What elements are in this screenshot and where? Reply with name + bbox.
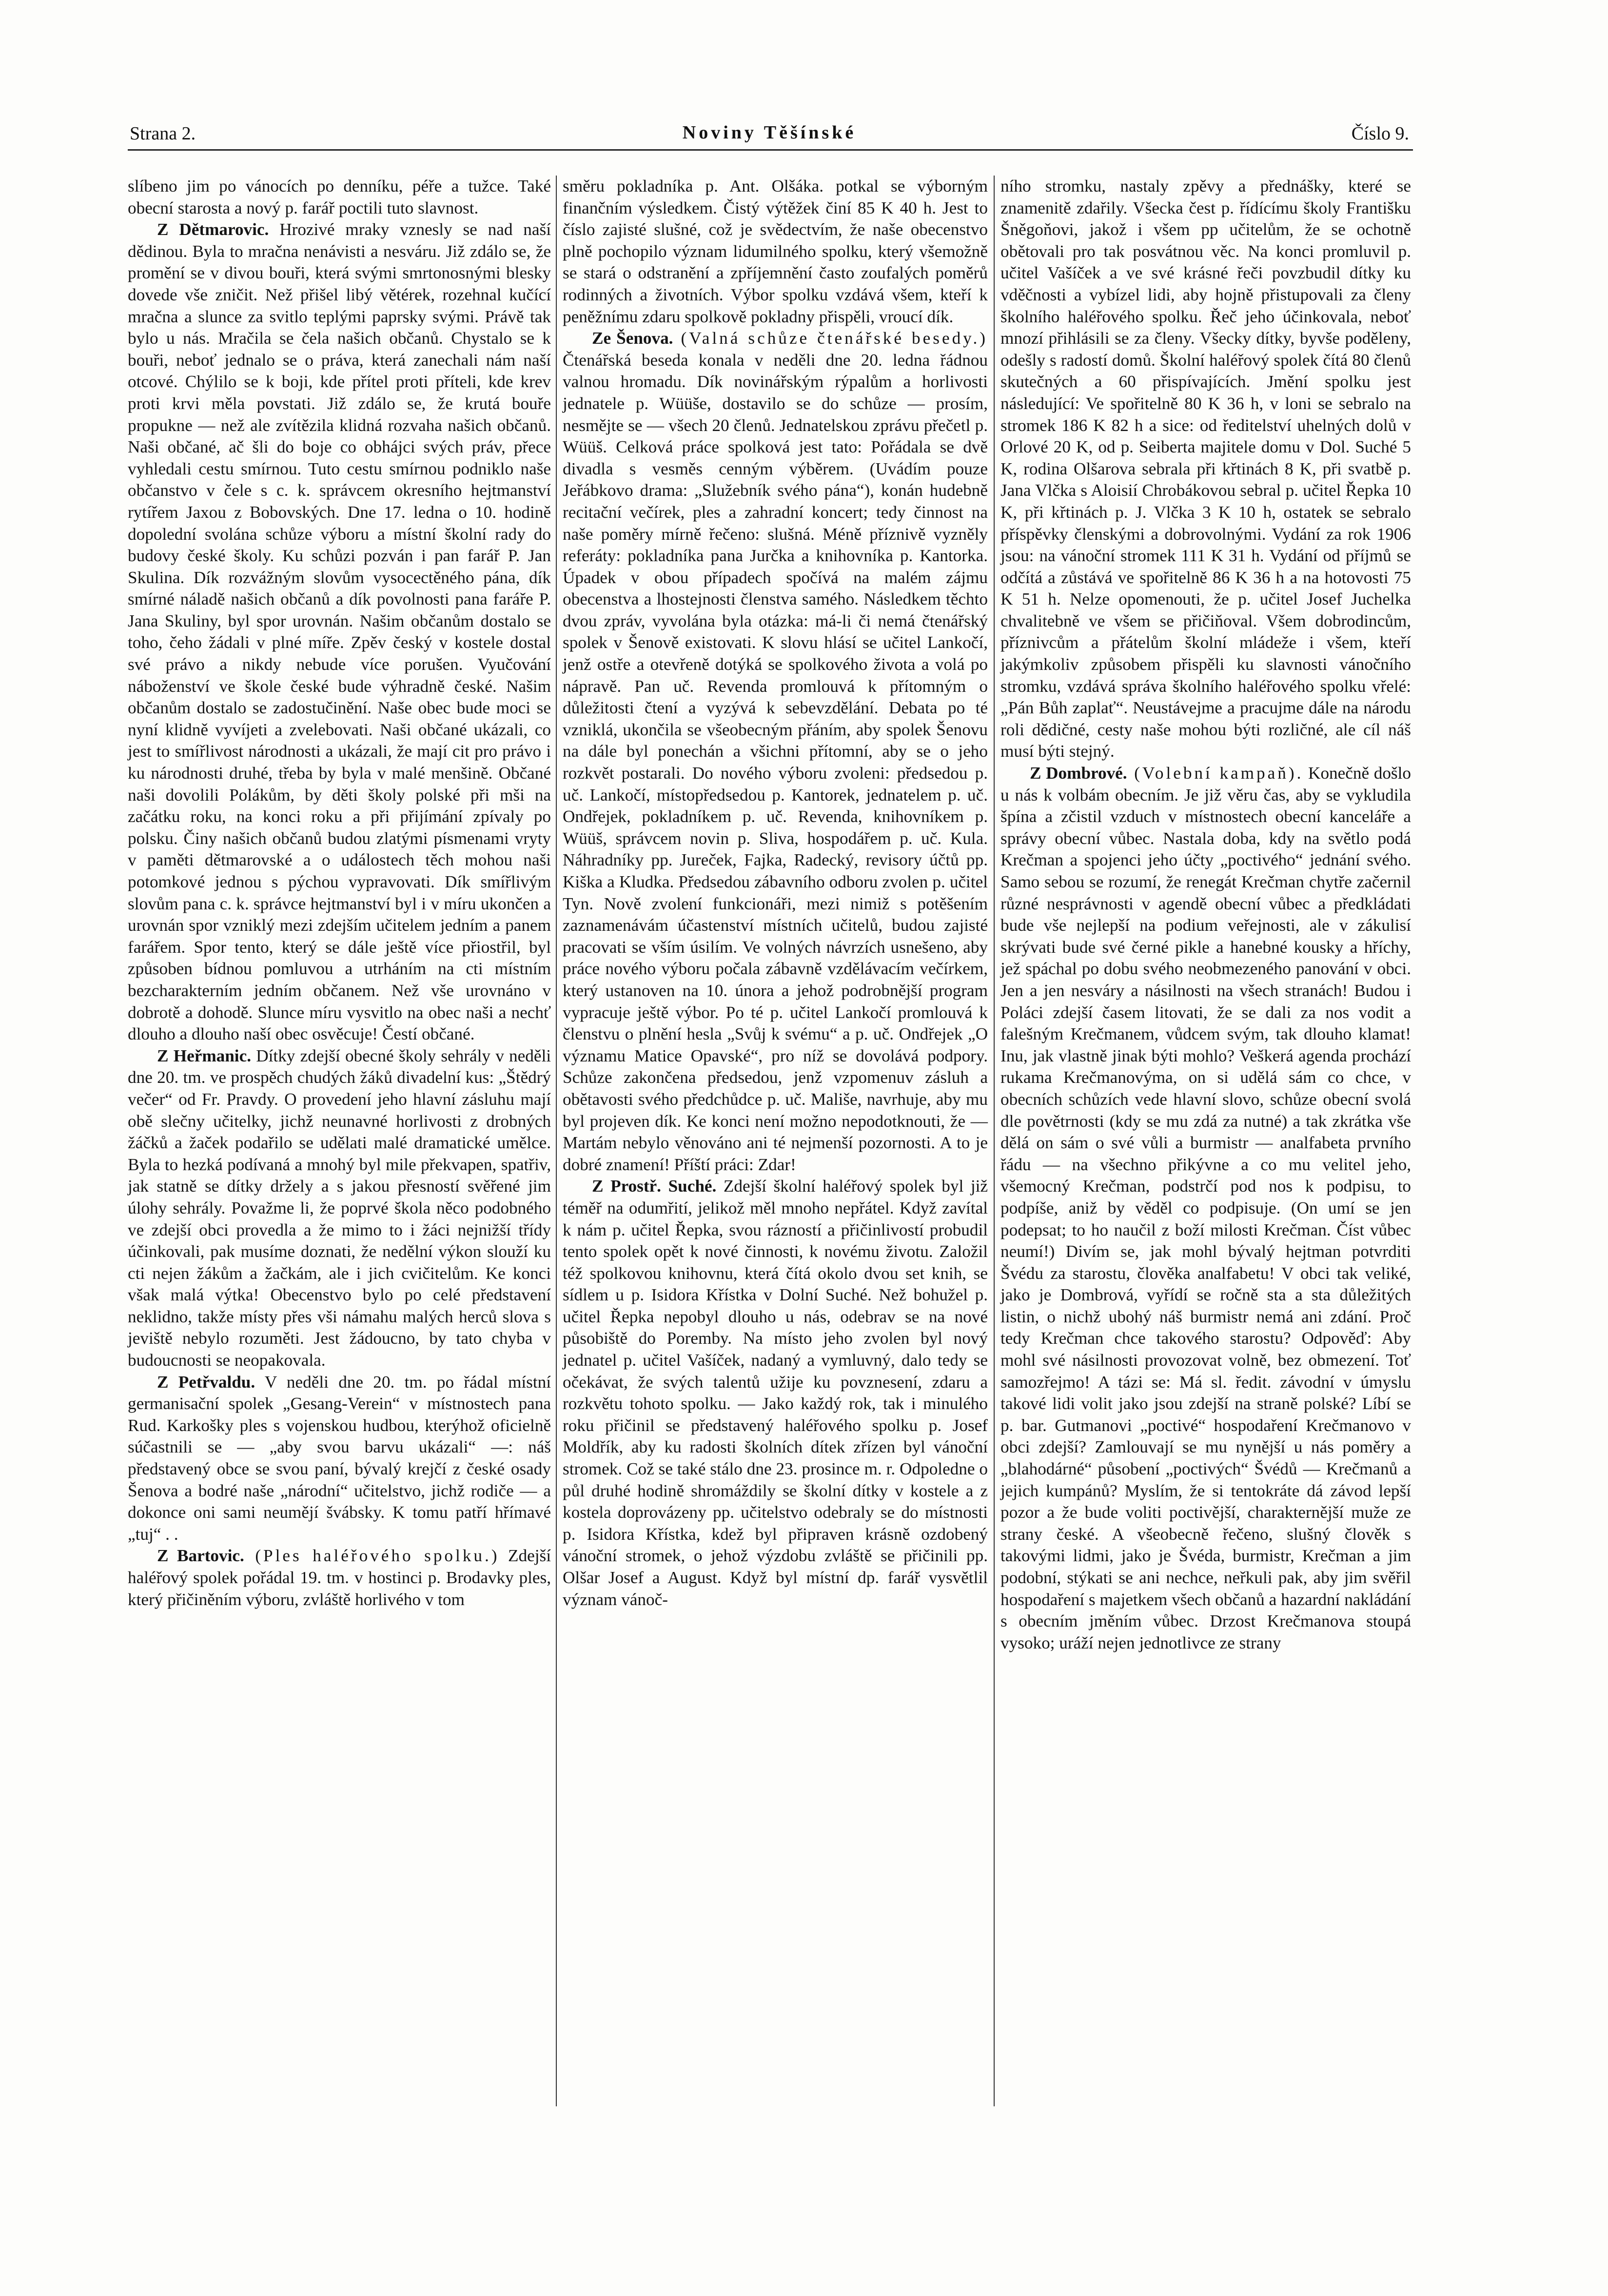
paragraph-text: ního stromku, nastaly zpěvy a přednášky, které se znamenitě zdařily. Všecka čest p. řídícímu školy Františku Šněgoňovi, jakož i všem pp učitelům, že se ochotně obětovali pro tak posvátnou věc. Na konci promluvil p. učitel Vašíček a ve své krásné řeči povzbudil dítky ku vděčnosti a vybízel lidi, aby hojně přistupovali za členy školního haléřového spolku. Řeč jeho účinkovala, neboť mnozí přihlásili se za členy. Všecky dítky, byvše poděleny, odešly s radostí domů. Školní haléřový spolek čítá 80 členů skutečných a 60 přispívajících. Jmění spolku jest následující: Ve spořitelně 80 K 36 h, v loni se sebralo na stromek 186 K 82 h a sice: od ředitelství uhelných dolů v Orlové 20 K, od p. Seiberta majitele domu v Dol. Suché 5 K, rodina Olšarova sebrala při křtinách 8 K, při svatbě p. Jana Vlčka s Aloisií Chrobákovou sebral p. učitel Řepka 10 K, při křtinách p. J. Vlčka 3 K 10 h, ostatek se sebralo příspěvky členskými a dobrovolnými. Vydání za rok 1906 jsou: na vánoční stromek 111 K 31 h. Vydání od příjmů se odčítá a zůstává ve spořitelně 86 K 36 h a na hotovosti 75 K 51 h. Nelze opomenouti, že p. učitel Josef Juchelka chvalitebně ve všem se přičiňoval. Všem dobrodincům, příznivcům a přátelům školní mládeže i všem, kteří jakýmkoliv způsobem přispěli ku slavnosti vánočního stromku, vzdává správa školního haléřového spolku vřelé: „Pán Bůh zaplať“. Neustávejme a pracujme dále na národu roli dědičné, cesty naše mohou býti rozličné, ale cíl náš musí býti stejný. [1000,177,1411,761]
news-item [128,1045,551,1372]
news-item-subtitle: (Valná schůze čtenářské besedy.) [673,329,988,348]
news-item [1000,763,1411,1654]
news-item [563,1176,988,1610]
paragraph-text: Čtenářská beseda konala v neděli dne 20. ledna řádnou valnou hromadu. Dík novinářským rýpalům a horlivosti jednatele p. Wüüše, dostavilo se do schůze — prosím, nesmějte se — všech 20 členů. Jednatelskou zprávu přečetl p. Wüüš. Celková práce spolková jest tato: Pořádala se dvě divadla s vesměs cenným výběrem. (Uvádím pouze Jeřábkovo drama: „Služebník svého pána“), konán hudebně recitační večírek, ples a zahradní koncert; tedy činnost na naše poměry mírně řečeno: slušná. Méně příznivě vyzněly referáty: pokladníka pana Jurčka a knihovníka p. Kantorka. Úpadek v obou případech spočívá na malém zájmu obecenstva a lhostejnosti členstva samého. Následkem těchto dvou zpráv, vyvolána byla otázka: má-li či nemá čtenářský spolek v Šenově existovati. K slovu hlásí se učitel Lankočí, jenž ostře a otevřeně dotýká se spolkového života a volá po nápravě. Pan uč. Revenda promlouvá k přítomným o důležitosti čtení a vyzývá k sebevzdělání. Debata po té vzniklá, ukončila se všeobecným přáním, aby spolek Šenovu na dále byl ponechán a všichni přítomní, aby se o jeho rozkvět postarali. Do nového výboru zvoleni: předsedou p. uč. Lankočí, místopředsedou p. Kantorek, jednatelem p. uč. Ondřejek, pokladníkem p. uč. Revenda, knihovníkem p. Wüüš, správcem novin p. Sliva, hospodářem p. uč. Kula. Náhradníky pp. Jureček, Fajka, Radecký, revisory účtů pp. Kiška a Kludka. Předsedou zábavního odboru zvolen p. učitel Tyn. Nově zvolení funkcionáři, mezi nimiž s potěšením zaznamenávám účastenství místních učitelů, budou zajisté pracovati se vším úsilím. Ve volných návrzích usnešeno, aby práce nového výboru počala zábavně vzdělávacím večírkem, který ustanoven na 10. února a jehož podrobnější program vypracuje ještě výbor. Po té p. učitel Lankočí promlouvá k členstvu o plnění hesla „Svůj k svému“ a p. uč. Ondřejek „O významu Matice Opavské“, pro níž se dovolává podpory. Schůze zakončena předsedou, jenž vzpomenuv zásluh a obětavosti svého předchůdce p. uč. Mališe, navrhuje, aby mu byl projeven dík. Ke konci není možno nepodotknouti, že — Martám nebylo věnováno ani té nejmenší pozornosti. A to je dobré znamení! Příští práci: Zdar! [563,350,988,1174]
news-item [128,219,551,1045]
news-item-place: Z Dombrové. [1030,764,1127,783]
column-1 [128,176,551,1610]
page-number: Strana 2. [130,123,196,144]
page-header [128,121,1411,148]
column-divider [994,176,995,2106]
column-divider [556,176,557,2106]
header-rule [128,149,1413,151]
paragraph-text: V neděli dne 20. tm. po řádal místní germanisační spolek „Gesang-Verein“ v místnostech pana Rud. Karkošky ples s vojenskou hudbou, kterýhož oficielně súčastnili se — „aby svou barvu ukázali“ —: náš představený obce se svou paní, bývalý krejčí z české osady Šenova a bodré naše „národní“ učitelstvo, jichž rodiče — a dokonce oni sami neumějí švábsky. K tomu patří hřímavé „tuj“ . . [128,1372,551,1544]
column-3 [1000,176,1411,1654]
news-item-subtitle: (Volební kampaň). [1127,764,1304,783]
news-item-subtitle: (Ples haléřového spolku.) [244,1546,500,1566]
news-item [128,1545,551,1610]
news-item [563,328,988,1176]
news-item-place: Z Heřmanic. [157,1046,251,1065]
paragraph-text: slíbeno jim po vánocích po denníku, péře a tužce. Také obecní starosta a nový p. farář poctili tuto slavnost. [128,177,551,217]
news-item-place: Z Petřvaldu. [157,1372,255,1392]
article-continuation [128,176,551,219]
news-item [128,1372,551,1546]
issue-number: Číslo 9. [1351,123,1409,144]
news-item-place: Ze Šenova. [592,329,673,348]
article-continuation [563,176,988,328]
paragraph-text: Hrozivé mraky vznesly se nad naší dědinou. Byla to mračna nenávisti a nesváru. Již zdálo se, že promění se v divou bouři, která svými smrtonosnými blesky dovede vše zničit. Než přišel libý větérek, rozehnal kučící mračna a slunce za svitlo teplými paprsky svými. Právě tak bylo u nás. Mračila se čela našich občanů. Chystalo se k bouři, neboť jednalo se o práva, která zanechali nám naší otcové. Chýlilo se k boji, kde přítel proti příteli, kde krev proti krvi měla povstati. Již zdálo se, že krutá bouře propukne — než ale zvítězila klidná rozvaha našich občanů. Naši občané, ač šli do boje co obhájci svých práv, přece vyhledali cestu smírnou. Tuto cestu smírnou podniklo naše občanstvo v čele s c. k. správcem okresního hejtmanství rytířem Jaxou z Bobovských. Dne 17. ledna o 10. hodině dopolední svolána schůze výboru a místní školní rady do budovy české školy. Ku schůzi pozván i pan farář P. Jan Skulina. Dík rozvážným slovům vysocectěného pána, dík smírné náladě našich občanů a dík povolnosti pana faráře P. Jana Skuliny, byl spor urovnán. Našim občanům dostalo se toho, čeho žádali v plné míře. Zpěv český v kostele dostal své právo a nikdy nebude více porušen. Vyučování náboženství ve škole české bude výhradně české. Našim občanům dostalo se zadostučinění. Naše obec bude moci se nyní klidně vyvíjeti a zvelebovati. Naši občané ukázali, co jest to smířlivost národnosti a ukázali, že mají cit pro právo i ku národnosti druhé, třeba by byla v malé menšině. Občané naši dovolili Polákům, by děti školy polské při mši na začátku roku, na konci roku a při přijímání zpívaly po polsku. Činy našich občanů budou zlatými písmenami vryty v paměti dětmarovské a o událostech těch mohou naši potomkové jednou s pýchou vypravovati. Dík smířlivým slovům pana c. k. správce hejtmanství byl i v míru ukončen a urovnán spor vzniklý mezi zdejším učitelem jedním a panem farářem. Spor tento, který se dále ještě více přiostřil, byl způsoben bídnou pomluvou a utrháním na cti místním bezcharakterním jedním občanem. Než vše urovnáno v dobrotě a dohodě. Slunce míru vysvitlo na obec naši a nechť dlouho a dlouho naší obec osvěcuje! Čestí občané. [128,220,551,1044]
paragraph-text: Zdejší haléřový spolek pořádal 19. tm. v hostinci p. Brodavky ples, který přičiněním výboru, zvláště horlivého v tom [128,1546,551,1609]
paragraph-text: směru pokladníka p. Ant. Olšáka. potkal se výborným finančním výsledkem. Čistý výtěžek činí 85 K 40 h. Jest to číslo zajisté slušné, což je svědectvím, že naše obecenstvo plně pochopilo význam lidumilného spolku, který všemožně se stará o odstranění a zpříjemnění často zoufalých poměrů rodinných a životních. Výbor spolku vzdává všem, kteří k peněžnímu zdaru spolkově pokladny přispěli, vroucí dík. [563,177,988,326]
article-continuation [1000,176,1411,763]
news-item-place: Z Dětmarovic. [157,220,269,239]
news-item-place: Z Prostř. Suché. [592,1177,717,1196]
paragraph-text: Konečně došlo u nás k volbám obecním. Je již věru čas, aby se vykludila špína a zčistil vzduch v místnostech obecní kanceláře a správy obecní vůbec. Nastala doba, kdy na světlo podá Krečman a spojenci jeho účty „poctivého“ jednání svého. Samo sebou se rozumí, že renegát Krečman chytře začernil různé nesprávnosti v agendě obecní vůbec a předkládati bude vše nejlepší na podium veřejnosti, ale v zákulisí skrývati bude své černé pikle a hanebné kousky a hříchy, jež spáchal po dobu svého neobmezeného panování v obci. Jen a jen nesváry a násilnosti na všech stranách! Budou i Poláci zdejší časem litovati, že se dali za nos vodit a falešným Krečmanem, vůdcem svým, tak dlouho klamat! Inu, jak vlastně jinak býti mohlo? Veškerá agenda prochází rukama Krečmanovýma, on si udělá sám co chce, v obecních schůzích vede hlavní slovo, schůze obecní svolá dle povětrnosti (kdy se mu zdá za nutné) a tak zkrátka vše dělá on sám o své vůli a burmistr — analfabeta prvního řádu — na všechno přikývne a co mu velitel jeho, všemocný Krečman, podstrčí pod nos k podpisu, to podpíše, aniž by věděl co podpisuje. (On umí se jen podepsat; to ho naučil z boží milosti Krečman. Číst vůbec neumí!) Divím se, jak mohl bývalý hejtman potvrditi Švédu za starostu, člověka analfabetu! V obci tak veliké, jako je Dombrová, vyřídí se ročně sta a sta důležitých listin, o nichž ubohý náš burmistr nemá ani zdání. Proč tedy Krečman chce takového starostu? Odpověď: Aby mohl své násilnosti provozovat volně, bez obmezení. Toť samozřejmo! A tázi se: Má sl. ředit. závodní v úmyslu takové lidi volit jako jsou zdejší na straně polské? Líbí se p. bar. Gutmanovi „poctivé“ hospodaření Krečmanovo v obci zdejší? Zamlouvají se mu nynější u nás poměry a „blahodárné“ působení „poctivých“ Švédů — Krečmanů a jejich kumpánů? Myslím, že si tentokráte dá závod lepší pozor a že bude voliti poctivější, charakternější muže ze strany české. A všeobecně řečeno, slušný člověk s takovými lidmi, jako je Švéda, burmistr, Krečman a jim podobní, stýkati se ani nechce, neřkuli pak, aby jim svěřil hospodaření s majetkem všech občanů a hazardní nakládání s obecním jměním vůbec. Drzost Krečmanova stoupá vysoko; uráží nejen jednotlivce ze strany [1000,764,1411,1652]
paragraph-text: Dítky zdejší obecné školy sehrály v neděli dne 20. tm. ve prospěch chudých žáků divadelní kus: „Štědrý večer“ od Fr. Pravdy. O provedení jeho hlavní zásluhu mají obě slečny učitelky, jichž neunavné horlivosti z drobných žáčků a žaček podařilo se udělati malé dramatické umělce. Byla to hezká podívaná a mnohý byl mile překvapen, spatřiv, jak statně se dítky držely a s jakou přesností svěřené jim úlohy sehrály. Považme li, že poprvé škola něco podobného ve zdejší obci provedla a že mimo to i žáci nejnižší třídy účinkovali, pak musíme doznati, že nedělní výkon slouží ku cti nejen žákům a žačkám, ale i jich cvičitelům. Ke konci však malá výtka! Obecenstvo bylo po celé představení neklidno, takže místy přes vši námahu malých herců slova s jeviště nebylo rozuměti. Jest žádoucno, by tato chyba v budoucnosti se neopakovala. [128,1046,551,1370]
paragraph-text: Zdejší školní haléřový spolek byl již téměř na odumřití, jelikož měl mnoho nepřátel. Když zavítal k nám p. učitel Řepka, svou rázností a přičinlivostí probudil tento spolek opět k nové činnosti, k novému životu. Založil též spolkovou knihovnu, která čítá okolo dvou set knih, se sídlem u p. Isidora Křístka v Dolní Suché. Než bohužel p. učitel Řepka nepobyl dlouho u nás, odebrav se na nové působiště do Poremby. Na místo jeho zvolen byl nový jednatel p. učitel Vašíček, nadaný a vymluvný, dalo tedy se očekávat, že svých talentů užije ku povznesení, zdaru a rozkvětu tohoto spolku. — Jako každý rok, tak i minulého roku přičinil se představený haléřového spolku p. Josef Moldřík, aby ku radosti školních dítek zřízen byl vánoční stromek. Což se také stálo dne 23. prosince m. r. Odpoledne o půl druhé hodině shromáždily se školní dítky v kostele a z kostela doprovázeny pp. učitelstvo odebraly se do místnosti p. Isidora Křístka, kdež byl připraven krásně ozdobený vánoční stromek, o jehož výzdobu zvláště se přičinili pp. Olšar Josef a August. Když byl místní dp. farář vysvětlil význam vánoč- [563,1177,988,1609]
column-2 [563,176,988,1610]
newspaper-title: Noviny Těšínské [682,122,857,143]
news-item-place: Z Bartovic. [157,1546,244,1566]
